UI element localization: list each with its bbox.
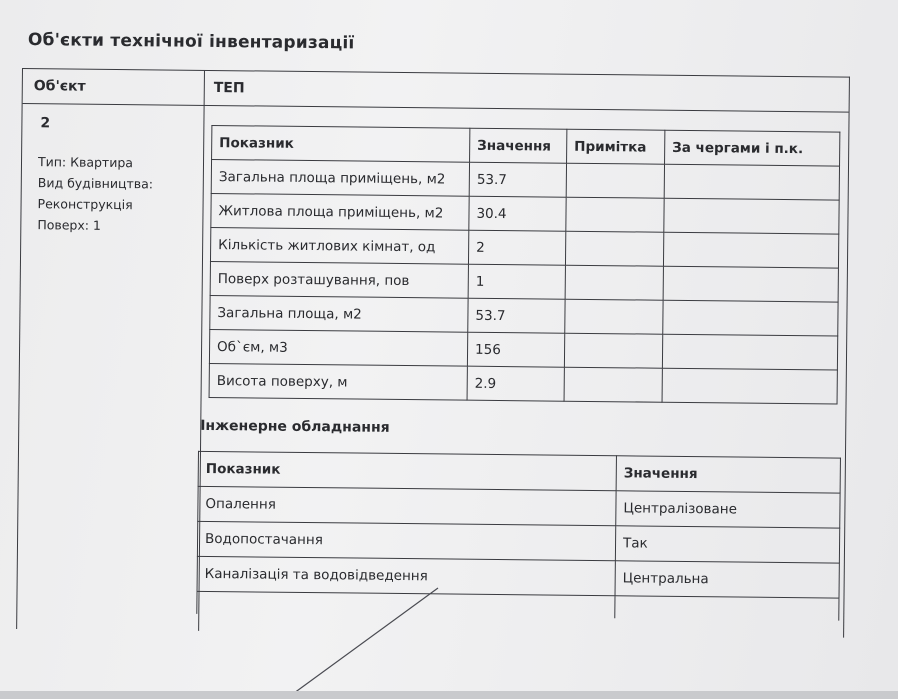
page-title: Об'єкти технічної інвентаризації: [27, 30, 355, 54]
tep-header-queues: За чергами і п.к.: [665, 130, 840, 166]
tep-cell-queues: [663, 232, 838, 268]
engineering-cell-indicator: Водопостачання: [197, 521, 615, 560]
engineering-table: [196, 451, 841, 621]
engineering-cell-value: Так: [615, 526, 839, 563]
engineering-cell-value: Центральна: [615, 561, 839, 598]
tep-cell-note: [565, 265, 663, 300]
tep-header-value: Значення: [470, 128, 567, 163]
tep-cell-indicator: Висота поверху, м: [209, 363, 467, 400]
object-floor: Поверх: 1: [37, 217, 102, 233]
header-divider: [23, 103, 849, 113]
tep-cell-indicator: Об`єм, м3: [209, 329, 467, 366]
construction-kind-value: Реконструкція: [37, 196, 133, 213]
engineering-cell-value: Централізоване: [616, 491, 840, 528]
tep-table: [209, 125, 841, 405]
tep-cell-value: 30.4: [469, 196, 566, 231]
construction-kind-label: Вид будівництва:: [37, 175, 154, 192]
object-number: 2: [40, 115, 51, 132]
tep-cell-value: 2: [468, 230, 565, 265]
tep-cell-queues: [664, 164, 839, 200]
engineering-section-title: Інженерне обладнання: [200, 417, 390, 436]
tep-cell-value: 156: [467, 332, 564, 367]
tep-cell-indicator: Житлова площа приміщень, м2: [211, 193, 469, 230]
tep-column-header: ТЕП: [213, 80, 245, 97]
tep-cell-queues: [664, 198, 839, 234]
tep-cell-note: [564, 333, 662, 368]
engineering-cell-indicator: Каналізація та водовідведення: [197, 556, 615, 595]
tep-cell-indicator: Загальна площа приміщень, м2: [211, 159, 469, 196]
engineering-cell-indicator: Опалення: [198, 486, 616, 525]
tep-cell-value: 2.9: [467, 366, 564, 401]
object-column-header: Об'єкт: [33, 78, 86, 95]
tep-cell-indicator: Загальна площа, м2: [210, 295, 468, 332]
tep-cell-queues: [662, 334, 837, 370]
tep-cell-note: [566, 197, 664, 232]
tep-header-note: Примітка: [567, 129, 665, 164]
objects-table: [16, 68, 850, 638]
tep-cell-note: [564, 367, 662, 402]
tep-cell-value: 53.7: [469, 162, 566, 197]
table-row: [209, 363, 837, 404]
tep-cell-indicator: Поверх розташування, пов: [210, 261, 468, 298]
object-type: Тип: Квартира: [37, 154, 134, 171]
tep-cell-queues: [663, 266, 838, 302]
tep-cell-indicator: Кількість житлових кімнат, од: [210, 227, 468, 264]
tep-cell-note: [565, 231, 663, 266]
page-edge: [0, 691, 898, 699]
tep-header-indicator: Показник: [212, 125, 470, 162]
object-info: [37, 151, 198, 237]
engineering-header-value: Значення: [616, 456, 840, 493]
tep-cell-queues: [663, 300, 838, 336]
engineering-header-indicator: Показник: [198, 451, 616, 490]
tep-cell-note: [565, 299, 663, 334]
tep-cell-queues: [662, 368, 837, 404]
tep-cell-value: 53.7: [468, 298, 565, 333]
tep-cell-value: 1: [468, 264, 565, 299]
tep-cell-note: [566, 163, 664, 198]
